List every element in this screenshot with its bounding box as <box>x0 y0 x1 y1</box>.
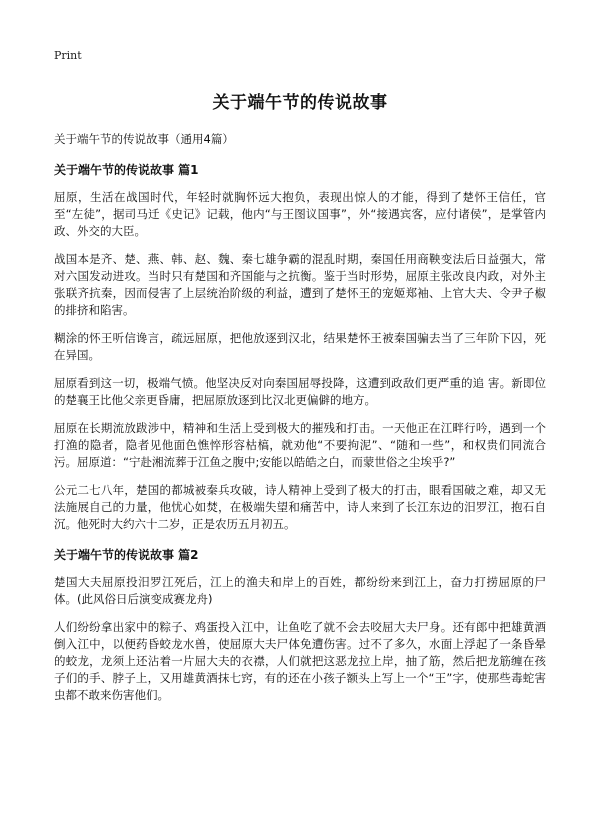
paragraph: 糊涂的怀王听信谗言，疏远屈原，把他放逐到汉北，结果楚怀王被秦国骗去当了三年阶下囚，死在异国。 <box>54 331 546 362</box>
section-1 <box>54 162 546 533</box>
paragraph: 屈原，生活在战国时代，年轻时就胸怀远大抱负，表现出惊人的才能，得到了楚怀王信任，官至“左徒”，据司马迁《史记》记载，他内“与王图议国事”，外“接遇宾客，应付诸侯”，是掌管内政、外交的大臣。 <box>54 190 546 238</box>
paragraph: 楚国大夫屈原投汨罗江死后，江上的渔夫和岸上的百姓，都纷纷来到江上，奋力打捞屈原的尸体。(此风俗日后演变成赛龙舟) <box>54 575 546 606</box>
paragraph: 公元二七八年，楚国的都城被秦兵攻破，诗人精神上受到了极大的打击，眼看国破之难，却又无法施展自己的力量，他忧心如焚，在极端失望和痛苦中，诗人来到了长江东边的汨罗江，抱石自沉。他死时大约六十二岁，正是农历五月初五。 <box>54 483 546 531</box>
print-link[interactable]: Print <box>54 49 82 62</box>
section-heading: 关于端午节的传说故事 篇2 <box>54 548 199 562</box>
section-heading: 关于端午节的传说故事 篇1 <box>54 163 199 177</box>
section-2 <box>54 547 546 704</box>
paragraph: 屈原在长期流放跋涉中，精神和生活上受到极大的摧残和打击。一天他正在江畔行吟，遇到一个打渔的隐者，隐者见他面色憔悴形容枯槁，就劝他“不要拘泥”、“随和一些”，和权贵们同流合污。屈原道：“宁赴湘流葬于江鱼之腹中;安能以皓皓之白，而蒙世俗之尘埃乎?” <box>54 421 546 469</box>
paragraph: 屈原看到这一切，极端气愤。他坚决反对向秦国屈辱投降，这遭到政敌们更严重的追 害。新即位的楚襄王比他父亲更昏庸，把屈原放逐到比汉北更偏僻的地方。 <box>54 376 546 407</box>
document-subtitle: 关于端午节的传说故事（通用4篇） <box>54 132 234 146</box>
paragraph: 人们纷纷拿出家中的粽子、鸡蛋投入江中，让鱼吃了就不会去咬屈大夫尸身。还有郎中把雄黄酒倒入江中，以便药昏蛟龙水兽，使屈原大夫尸体免遭伤害。过不了多久，水面上浮起了一条昏晕的蛟龙，龙须上还沾着一片屈大夫的衣襟，人们就把这恶龙拉上岸，抽了筋，然后把龙筋缠在孩子们的手、脖子上，又用雄黄酒抹七窍，有的还在小孩子额头上写上一个“王”字，使那些毒蛇害虫都不敢来伤害他们。 <box>54 620 546 702</box>
document-title: 关于端午节的传说故事 <box>212 93 388 113</box>
paragraph: 战国本是齐、楚、燕、韩、赵、魏、秦七雄争霸的混乱时期，秦国任用商鞅变法后日益强大，常对六国发动进攻。当时只有楚国和齐国能与之抗衡。鉴于当时形势，屈原主张改良内政，对外主张联齐抗秦，因而侵害了上层统治阶级的利益，遭到了楚怀王的宠姬郑袖、上官大夫、令尹子椒的排挤和陷害。 <box>54 252 546 317</box>
